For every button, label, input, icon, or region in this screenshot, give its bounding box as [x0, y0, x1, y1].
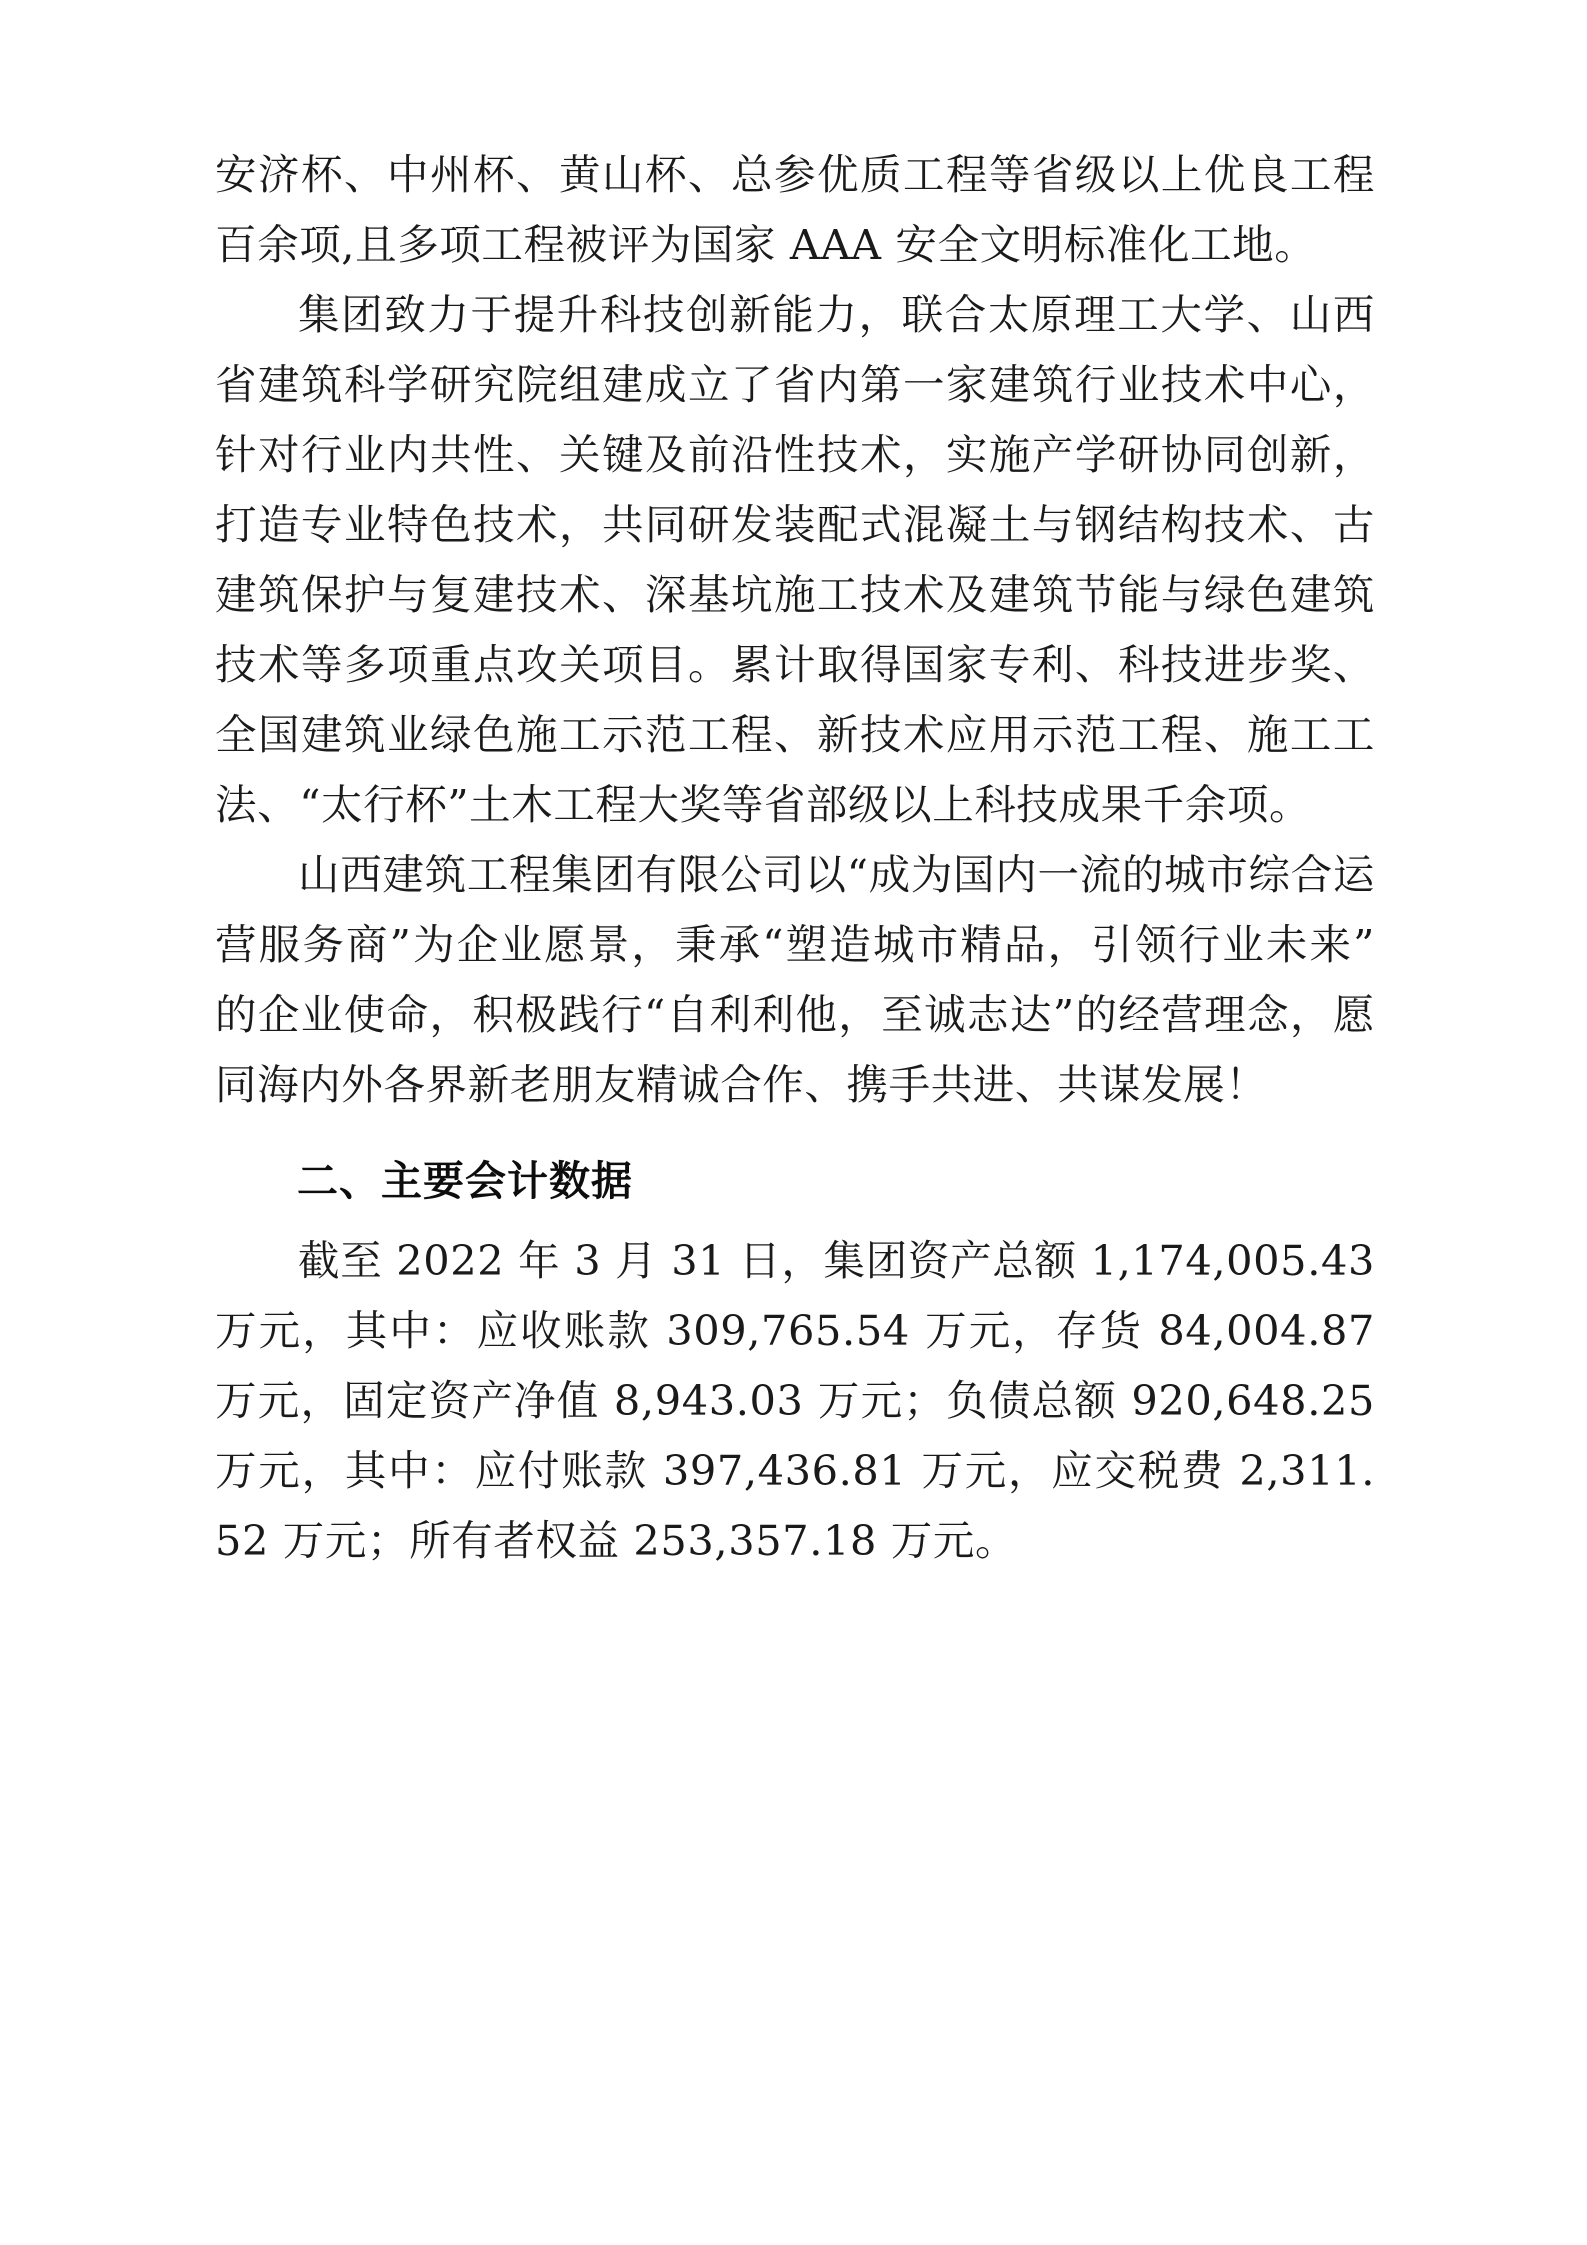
- section-heading-accounting-data: 二、主要会计数据: [297, 1157, 633, 1205]
- paragraph-accounting-figures: 截至 2022 年 3 月 31 日，集团资产总额 1,174,005.43 万元，其中：应收账款 309,765.54 万元，存货 84,004.87 万元，固定资产净值 8,943.03 万元；负债总额 920,648.25 万元，其中：应付账款 397,436.81 万元，应交税费 2,311.52 万元；所有者权益 253,357.18 万元。: [215, 1236, 1375, 1565]
- paragraph-awards-continued: 安济杯、中州杯、黄山杯、总参优质工程等省级以上优良工程百余项,且多项工程被评为国家 AAA 安全文明标准化工地。: [215, 150, 1375, 269]
- document-content: [215, 140, 1375, 1576]
- paragraph-technology-innovation: 集团致力于提升科技创新能力，联合太原理工大学、山西省建筑科学研究院组建成立了省内第一家建筑行业技术中心，针对行业内共性、关键及前沿性技术，实施产学研协同创新，打造专业特色技术，共同研发装配式混凝土与钢结构技术、古建筑保护与复建技术、深基坑施工技术及建筑节能与绿色建筑技术等多项重点攻关项目。累计取得国家专利、科技进步奖、全国建筑业绿色施工示范工程、新技术应用示范工程、施工工法、“太行杯”土木工程大奖等省部级以上科技成果千余项。: [215, 290, 1375, 829]
- heading-spacer: [215, 1120, 1375, 1146]
- post-heading-spacer: [215, 1216, 1375, 1226]
- paragraph-corporate-vision: 山西建筑工程集团有限公司以“成为国内一流的城市综合运营服务商”为企业愿景，秉承“塑造城市精品，引领行业未来”的企业使命，积极践行“自利利他，至诚志达”的经营理念，愿同海内外各界新老朋友精诚合作、携手共进、共谋发展！: [215, 850, 1375, 1109]
